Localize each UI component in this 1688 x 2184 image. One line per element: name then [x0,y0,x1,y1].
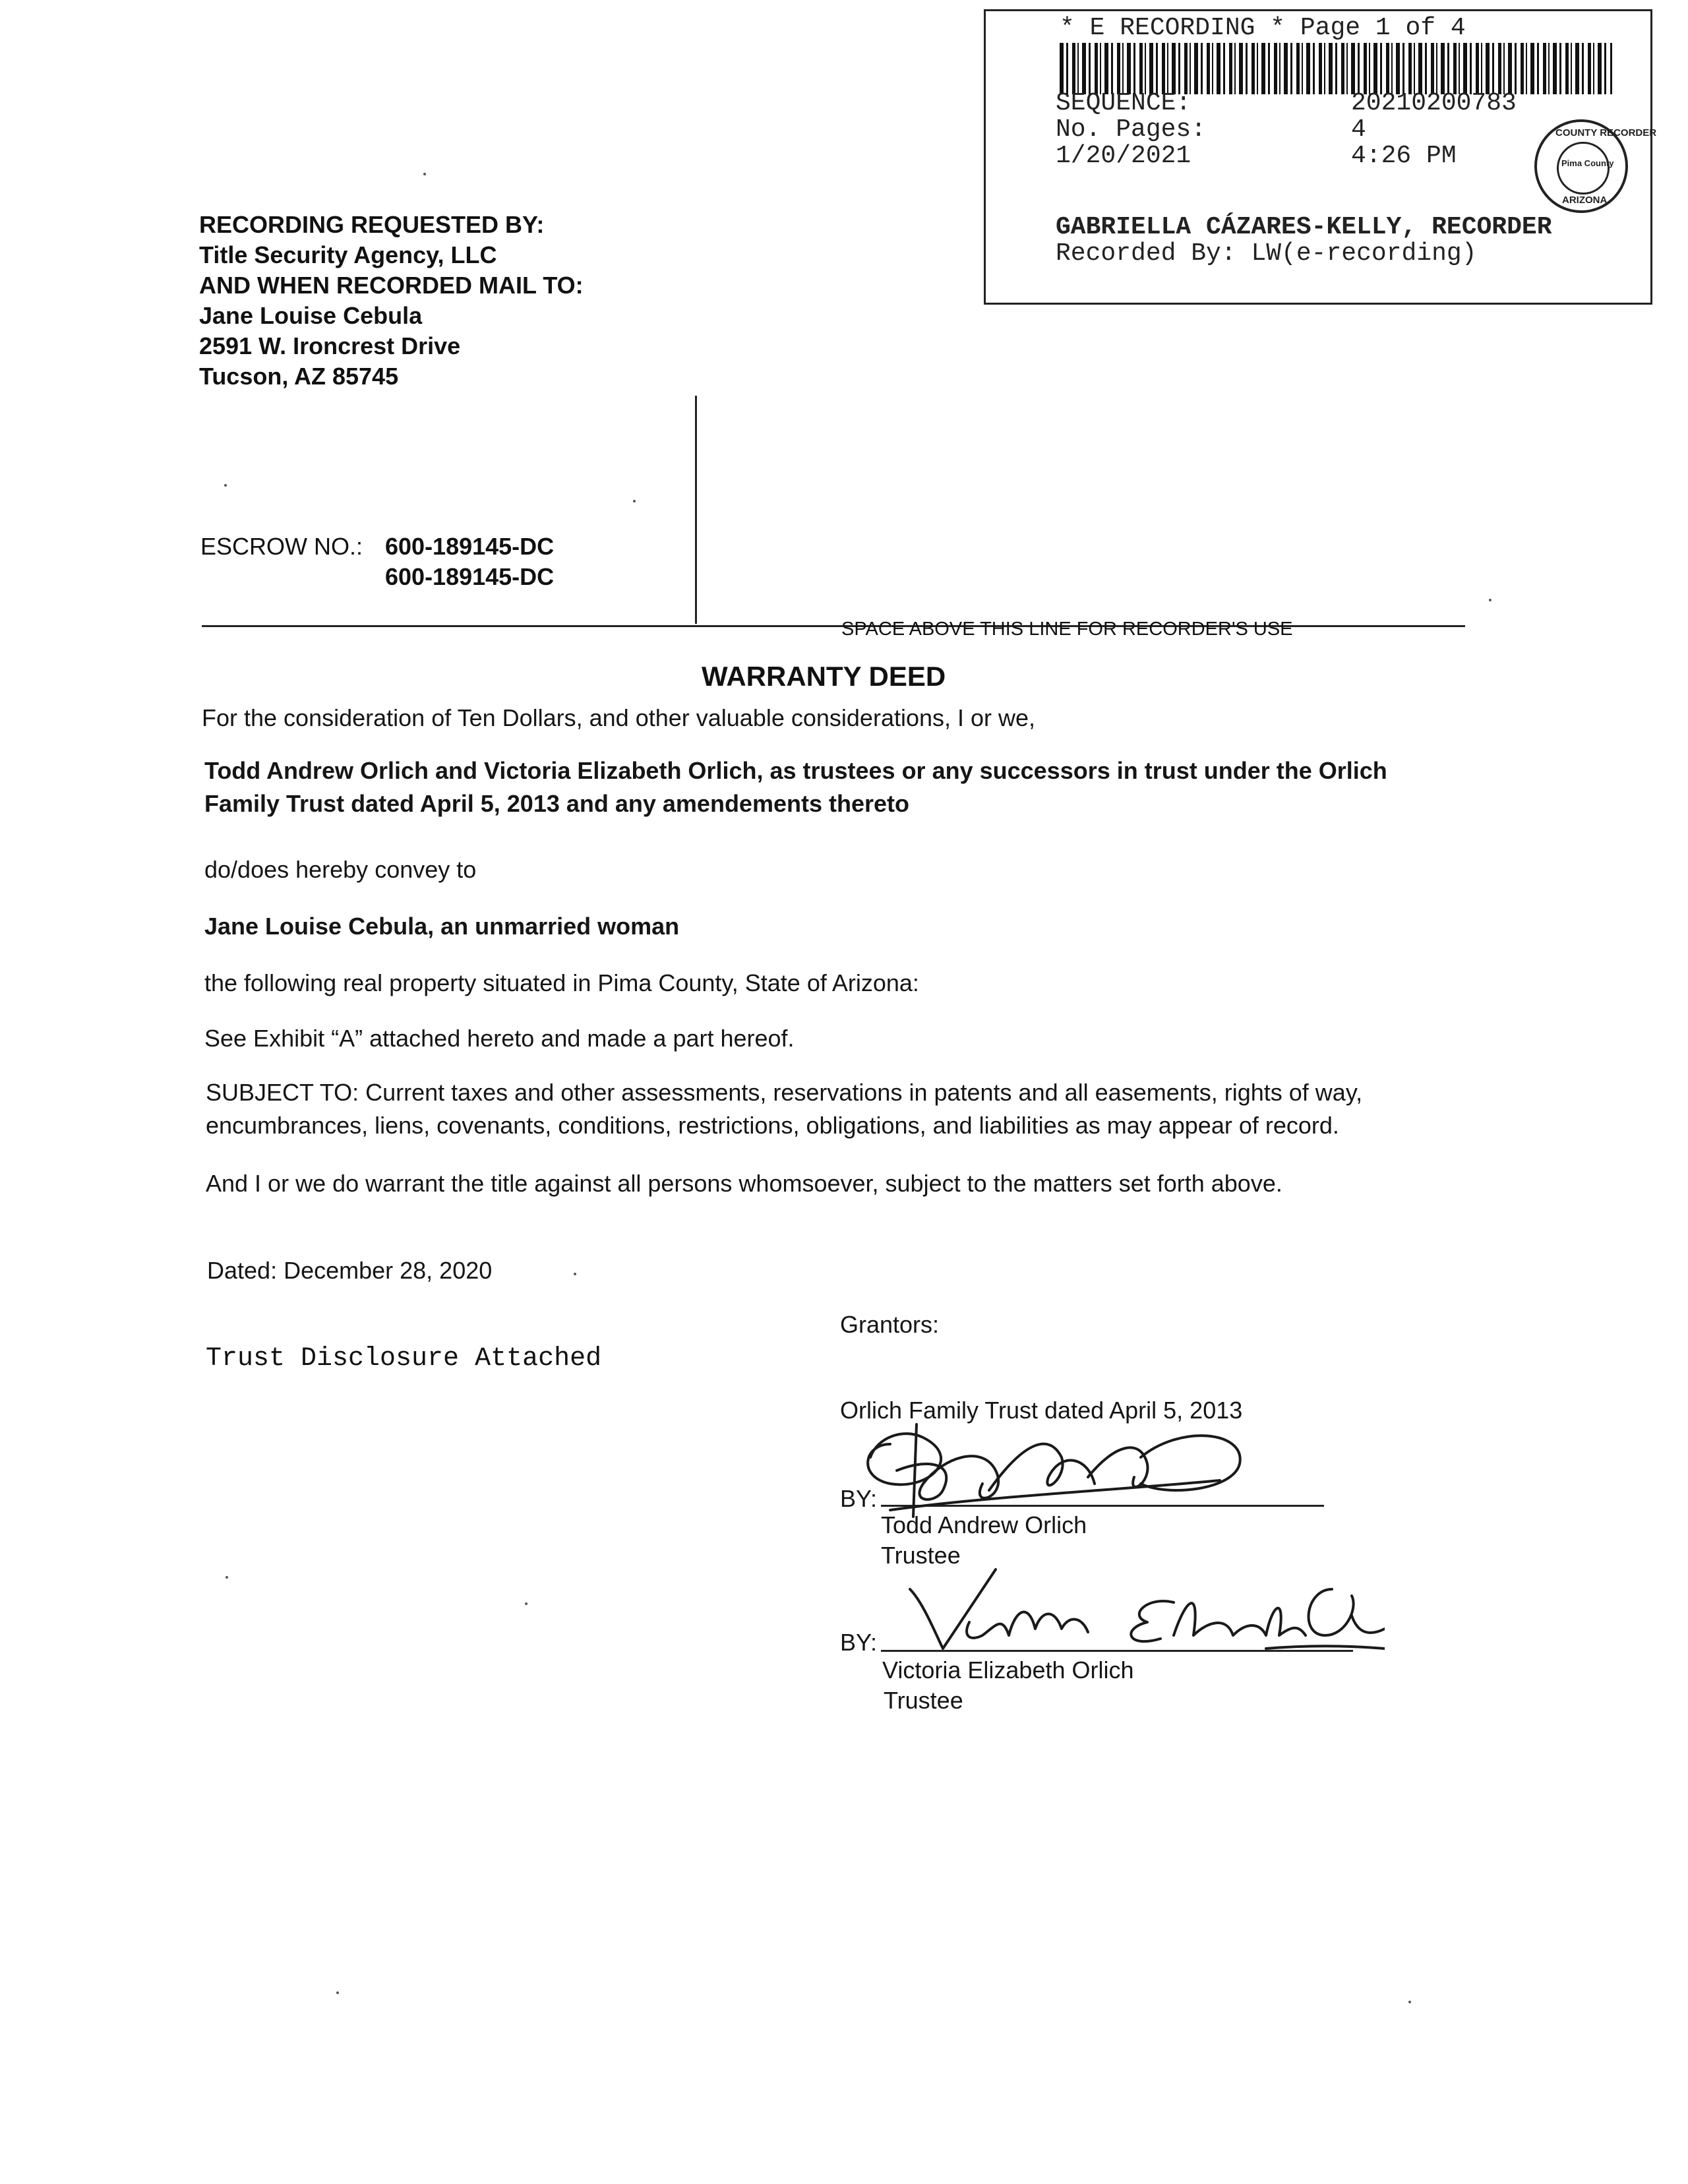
grantee: Jane Louise Cebula, an unmarried woman [204,913,680,940]
mail-street: 2591 W. Ironcrest Drive [199,332,461,359]
recorder-use-note: SPACE ABOVE THIS LINE FOR RECORDER'S USE [841,619,1293,640]
recorder-stamp [984,9,1657,305]
seal-text-middle: Pima County [1561,158,1614,168]
by-label-1: BY: [840,1485,878,1512]
requested-by: Title Security Agency, LLC [199,241,497,268]
mail-to-label: AND WHEN RECORDED MAIL TO: [199,272,584,299]
barcode [1060,43,1612,94]
trust-disclosure: Trust Disclosure Attached [206,1344,602,1374]
property-text: the following real property situated in Pima County, State of Arizona: [204,969,919,996]
recording-date: 1/20/2021 [1056,142,1191,170]
subject-to-line-2: encumbrances, liens, covenants, conditions, restrictions, obligations, and liabilities as may appear of record. [206,1112,1339,1139]
requested-by-label: RECORDING REQUESTED BY: [199,211,545,238]
escrow-label: ESCROW NO.: [200,533,363,560]
seal-text-bottom: ARIZONA [1562,195,1608,206]
grantors-label: Grantors: [840,1311,940,1338]
mail-name: Jane Louise Cebula [199,302,423,329]
sequence-value: 20210200783 [1351,89,1517,117]
county-seal-icon [1534,119,1657,213]
mail-city: Tucson, AZ 85745 [199,363,399,390]
warranty-text: And I or we do warrant the title against all persons whomsoever, subject to the matters set forth above. [206,1170,1282,1197]
pages-value: 4 [1351,115,1366,144]
exhibit-text: See Exhibit “A” attached hereto and made a part hereof. [204,1025,795,1052]
sequence-label: SEQUENCE: [1056,89,1191,117]
scan-speck [224,484,227,487]
scan-speck [423,173,426,175]
seal-text-top: COUNTY RECORDER [1555,127,1657,138]
signer-2-name: Victoria Elizabeth Orlich [882,1656,1134,1684]
dated-text: Dated: December 28, 2020 [207,1257,493,1284]
recording-time: 4:26 PM [1351,142,1457,170]
convey-text: do/does hereby convey to [204,856,477,883]
signature-victoria-orlich [897,1563,1385,1662]
scan-speck [633,500,636,502]
signer-2-title: Trustee [884,1687,963,1714]
by-label-2: BY: [840,1629,878,1656]
scan-speck [574,1273,576,1275]
recorder-name: GABRIELLA CÁZARES-KELLY, RECORDER [1056,213,1552,241]
signature-todd-orlich [851,1418,1259,1523]
pages-label: No. Pages: [1056,115,1207,144]
escrow-number-2: 600-189145-DC [385,563,555,590]
signer-1-title: Trustee [881,1542,961,1569]
scan-speck [336,1991,339,1994]
subject-to-line-1: SUBJECT TO: Current taxes and other assessments, reservations in patents and all easements, rights of way, [206,1079,1363,1106]
scan-speck [525,1602,528,1605]
escrow-number-1: 600-189145-DC [385,533,555,560]
scan-speck [226,1576,228,1579]
scan-speck [1408,2001,1411,2003]
deed-title: WARRANTY DEED [702,661,946,692]
scan-speck [1489,599,1492,601]
grantor-line-2: Family Trust dated April 5, 2013 and any amendements thereto [204,790,909,817]
recording-header: * E RECORDING * Page 1 of 4 [1060,14,1466,42]
vertical-divider [695,396,697,624]
trust-name: Orlich Family Trust dated April 5, 2013 [840,1397,1243,1424]
recorded-by: Recorded By: LW(e-recording) [1056,239,1477,268]
consideration-text: For the consideration of Ten Dollars, and other valuable considerations, I or we, [202,704,1036,731]
grantor-line-1: Todd Andrew Orlich and Victoria Elizabeth Orlich, as trustees or any successors in trust under the Orlich [204,757,1387,784]
signer-1-name: Todd Andrew Orlich [881,1511,1087,1538]
